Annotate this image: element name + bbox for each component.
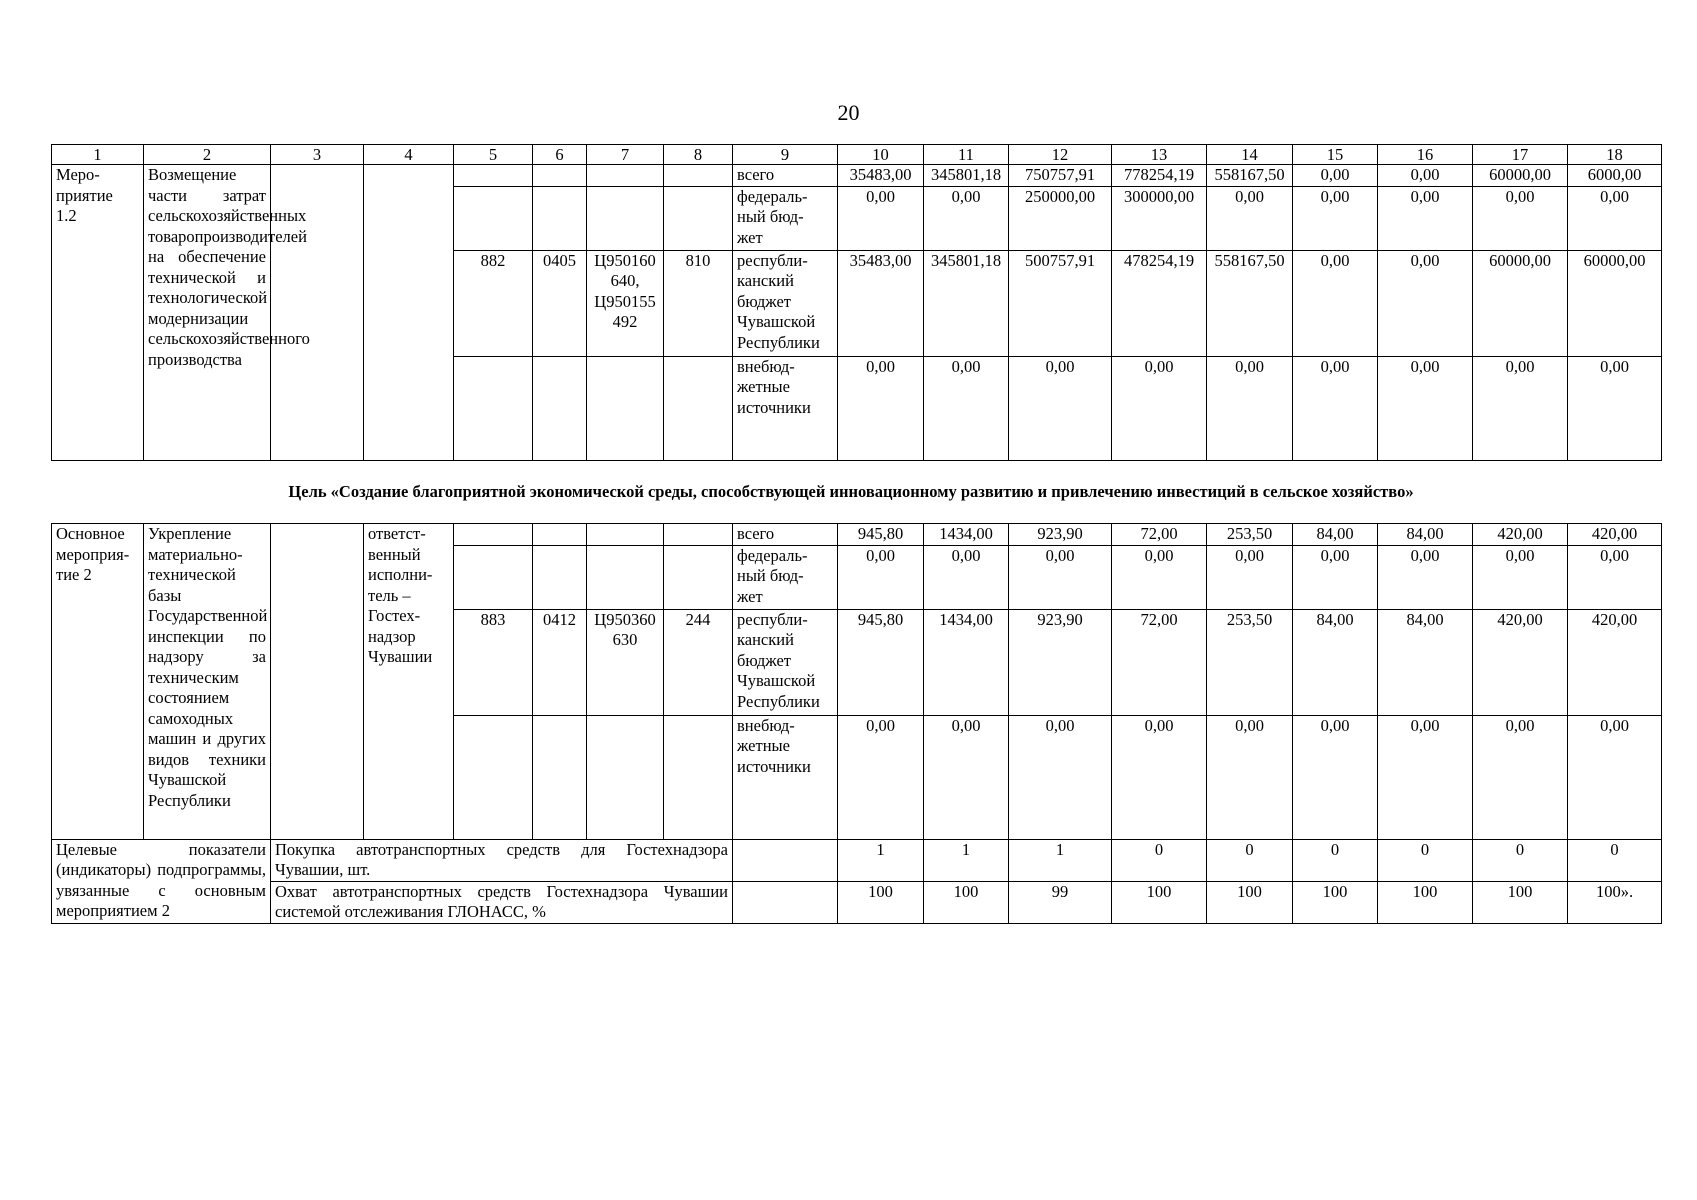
value-cell: 84,00	[1378, 524, 1473, 546]
column-number: 15	[1293, 145, 1378, 165]
col-5	[454, 524, 533, 546]
measure-name: Основное мероприя- тие 2	[52, 524, 144, 840]
value-cell: 945,80	[838, 609, 924, 715]
value-cell: 0,00	[838, 356, 924, 460]
indicator-value: 100	[1112, 881, 1207, 923]
col-6	[533, 356, 587, 460]
header-row	[52, 145, 1662, 165]
value-cell: 345801,18	[924, 250, 1009, 356]
value-cell: 0,00	[1293, 545, 1378, 609]
col-7: Ц950160 640, Ц950155 492	[587, 250, 664, 356]
col-8	[664, 356, 733, 460]
value-cell: 0,00	[1207, 356, 1293, 460]
value-cell: 72,00	[1112, 524, 1207, 546]
col-8: 244	[664, 609, 733, 715]
value-cell: 84,00	[1293, 609, 1378, 715]
measure-description: Укрепление материально-технической базы Государственной инспекции по надзору за техническим состоянием самоходных машин и других видов техники Чувашской Республики	[144, 524, 271, 840]
value-cell: 558167,50	[1207, 250, 1293, 356]
value-cell: 0,00	[1293, 715, 1378, 839]
value-cell: 500757,91	[1009, 250, 1112, 356]
value-cell: 0,00	[924, 356, 1009, 460]
value-cell: 0,00	[1293, 186, 1378, 250]
executor: ответст- венный исполни- тель – Гостех- надзор Чувашии	[364, 524, 454, 840]
value-cell: 420,00	[1568, 524, 1662, 546]
funding-source: федераль- ный бюд- жет	[733, 545, 838, 609]
col-5	[454, 165, 533, 187]
value-cell: 0,00	[1378, 250, 1473, 356]
value-cell: 420,00	[1473, 524, 1568, 546]
indicators-label: Целевые показатели (индикаторы) подпрограммы, увязанные с основным мероприятием 2	[52, 839, 271, 923]
budget-table-top	[51, 144, 1662, 461]
funding-source: республи- канский бюджет Чувашской Республики	[733, 609, 838, 715]
funding-source: всего	[733, 524, 838, 546]
funding-source: республи- канский бюджет Чувашской Республики	[733, 250, 838, 356]
value-cell: 0,00	[1568, 356, 1662, 460]
col-7	[587, 715, 664, 839]
funding-source: внебюд- жетные источники	[733, 356, 838, 460]
value-cell: 0,00	[924, 186, 1009, 250]
col-8	[664, 186, 733, 250]
value-cell: 0,00	[1207, 186, 1293, 250]
indicator-value: 99	[1009, 881, 1112, 923]
value-cell: 0,00	[1473, 545, 1568, 609]
value-cell: 253,50	[1207, 609, 1293, 715]
value-cell: 0,00	[1207, 545, 1293, 609]
column-number: 16	[1378, 145, 1473, 165]
value-cell: 0,00	[1568, 545, 1662, 609]
indicator-empty	[733, 839, 838, 881]
value-cell: 420,00	[1473, 609, 1568, 715]
value-cell: 0,00	[1378, 715, 1473, 839]
value-cell: 35483,00	[838, 250, 924, 356]
column-number: 8	[664, 145, 733, 165]
value-cell: 0,00	[1473, 715, 1568, 839]
funding-source: всего	[733, 165, 838, 187]
column-number: 14	[1207, 145, 1293, 165]
value-cell: 253,50	[1207, 524, 1293, 546]
column-number: 7	[587, 145, 664, 165]
column-number: 11	[924, 145, 1009, 165]
col-6	[533, 186, 587, 250]
indicator-value: 100	[1473, 881, 1568, 923]
column-number: 3	[271, 145, 364, 165]
value-cell: 0,00	[1293, 165, 1378, 187]
indicator-value: 0	[1112, 839, 1207, 881]
col-5	[454, 186, 533, 250]
budget-table-bottom	[51, 523, 1662, 924]
empty-col-4	[364, 165, 454, 461]
column-number: 9	[733, 145, 838, 165]
value-cell: 923,90	[1009, 524, 1112, 546]
col-6: 0412	[533, 609, 587, 715]
page-number: 20	[837, 100, 860, 125]
value-cell: 750757,91	[1009, 165, 1112, 187]
value-cell: 84,00	[1293, 524, 1378, 546]
value-cell: 0,00	[1009, 545, 1112, 609]
indicator-text: Охват автотранспортных средств Гостехнадзора Чувашии системой отслеживания ГЛОНАСС, %	[271, 881, 733, 923]
col-7	[587, 186, 664, 250]
indicator-value: 0	[1473, 839, 1568, 881]
value-cell: 1434,00	[924, 609, 1009, 715]
col-7	[587, 545, 664, 609]
column-number: 12	[1009, 145, 1112, 165]
value-cell: 0,00	[838, 715, 924, 839]
value-cell: 0,00	[1293, 250, 1378, 356]
value-cell: 0,00	[1378, 165, 1473, 187]
value-cell: 0,00	[1009, 715, 1112, 839]
value-cell: 0,00	[924, 715, 1009, 839]
value-cell: 6000,00	[1568, 165, 1662, 187]
value-cell: 72,00	[1112, 609, 1207, 715]
indicator-text: Покупка автотранспортных средств для Гостехнадзора Чувашии, шт.	[271, 839, 733, 881]
col-8	[664, 545, 733, 609]
indicator-value: 1	[1009, 839, 1112, 881]
value-cell: 35483,00	[838, 165, 924, 187]
col-6: 0405	[533, 250, 587, 356]
indicator-row	[52, 881, 1662, 923]
value-cell: 0,00	[1473, 356, 1568, 460]
value-cell: 345801,18	[924, 165, 1009, 187]
indicator-value: 1	[924, 839, 1009, 881]
indicator-value: 0	[1378, 839, 1473, 881]
value-cell: 84,00	[1378, 609, 1473, 715]
value-cell: 923,90	[1009, 609, 1112, 715]
col-8	[664, 165, 733, 187]
column-number: 13	[1112, 145, 1207, 165]
indicator-value: 0	[1207, 839, 1293, 881]
col-8: 810	[664, 250, 733, 356]
funding-source: федераль- ный бюд- жет	[733, 186, 838, 250]
column-number: 4	[364, 145, 454, 165]
value-cell: 0,00	[1568, 186, 1662, 250]
value-cell: 60000,00	[1473, 165, 1568, 187]
indicator-value: 0	[1568, 839, 1662, 881]
value-cell: 0,00	[1112, 545, 1207, 609]
value-cell: 0,00	[1473, 186, 1568, 250]
col-6	[533, 524, 587, 546]
value-cell: 0,00	[1378, 356, 1473, 460]
col-8	[664, 524, 733, 546]
column-number: 18	[1568, 145, 1662, 165]
value-cell: 60000,00	[1568, 250, 1662, 356]
indicator-row	[52, 839, 1662, 881]
empty-col-3	[271, 524, 364, 840]
column-number: 10	[838, 145, 924, 165]
indicator-value: 100	[924, 881, 1009, 923]
indicator-value: 100	[838, 881, 924, 923]
col-5: 882	[454, 250, 533, 356]
col-5: 883	[454, 609, 533, 715]
indicator-value: 100».	[1568, 881, 1662, 923]
value-cell: 558167,50	[1207, 165, 1293, 187]
col-7	[587, 165, 664, 187]
value-cell: 945,80	[838, 524, 924, 546]
value-cell: 0,00	[1293, 356, 1378, 460]
column-number: 2	[144, 145, 271, 165]
col-5	[454, 715, 533, 839]
funding-source: внебюд- жетные источники	[733, 715, 838, 839]
col-6	[533, 165, 587, 187]
column-number: 5	[454, 145, 533, 165]
column-number: 1	[52, 145, 144, 165]
value-cell: 0,00	[1568, 715, 1662, 839]
measure-name: Меро- приятие 1.2	[52, 165, 144, 461]
value-cell: 0,00	[838, 186, 924, 250]
value-cell: 0,00	[1207, 715, 1293, 839]
column-number: 6	[533, 145, 587, 165]
indicator-value: 0	[1293, 839, 1378, 881]
value-cell: 778254,19	[1112, 165, 1207, 187]
indicator-value: 1	[838, 839, 924, 881]
value-cell: 420,00	[1568, 609, 1662, 715]
table-row	[52, 524, 1662, 546]
value-cell: 1434,00	[924, 524, 1009, 546]
col-6	[533, 715, 587, 839]
col-7	[587, 524, 664, 546]
col-8	[664, 715, 733, 839]
value-cell: 0,00	[1112, 356, 1207, 460]
value-cell: 478254,19	[1112, 250, 1207, 356]
table-row	[52, 165, 1662, 187]
column-number: 17	[1473, 145, 1568, 165]
value-cell: 60000,00	[1473, 250, 1568, 356]
value-cell: 300000,00	[1112, 186, 1207, 250]
indicator-value: 100	[1207, 881, 1293, 923]
col-5	[454, 545, 533, 609]
measure-description: Возмещение части затрат сельскохозяйственных товаропроизводителей на обеспечение технической и технологической модернизации сельскохозяйственного производства	[144, 165, 271, 461]
value-cell: 0,00	[838, 545, 924, 609]
value-cell: 0,00	[1112, 715, 1207, 839]
col-7: Ц950360 630	[587, 609, 664, 715]
value-cell: 250000,00	[1009, 186, 1112, 250]
col-6	[533, 545, 587, 609]
indicator-empty	[733, 881, 838, 923]
value-cell: 0,00	[1378, 545, 1473, 609]
indicator-value: 100	[1293, 881, 1378, 923]
value-cell: 0,00	[1378, 186, 1473, 250]
indicator-value: 100	[1378, 881, 1473, 923]
value-cell: 0,00	[1009, 356, 1112, 460]
goal-heading: Цель «Создание благоприятной экономической среды, способствующей инновационному развитию и привлечению инвестиций в сельское хозяйство»	[288, 482, 1414, 501]
col-5	[454, 356, 533, 460]
value-cell: 0,00	[924, 545, 1009, 609]
col-7	[587, 356, 664, 460]
